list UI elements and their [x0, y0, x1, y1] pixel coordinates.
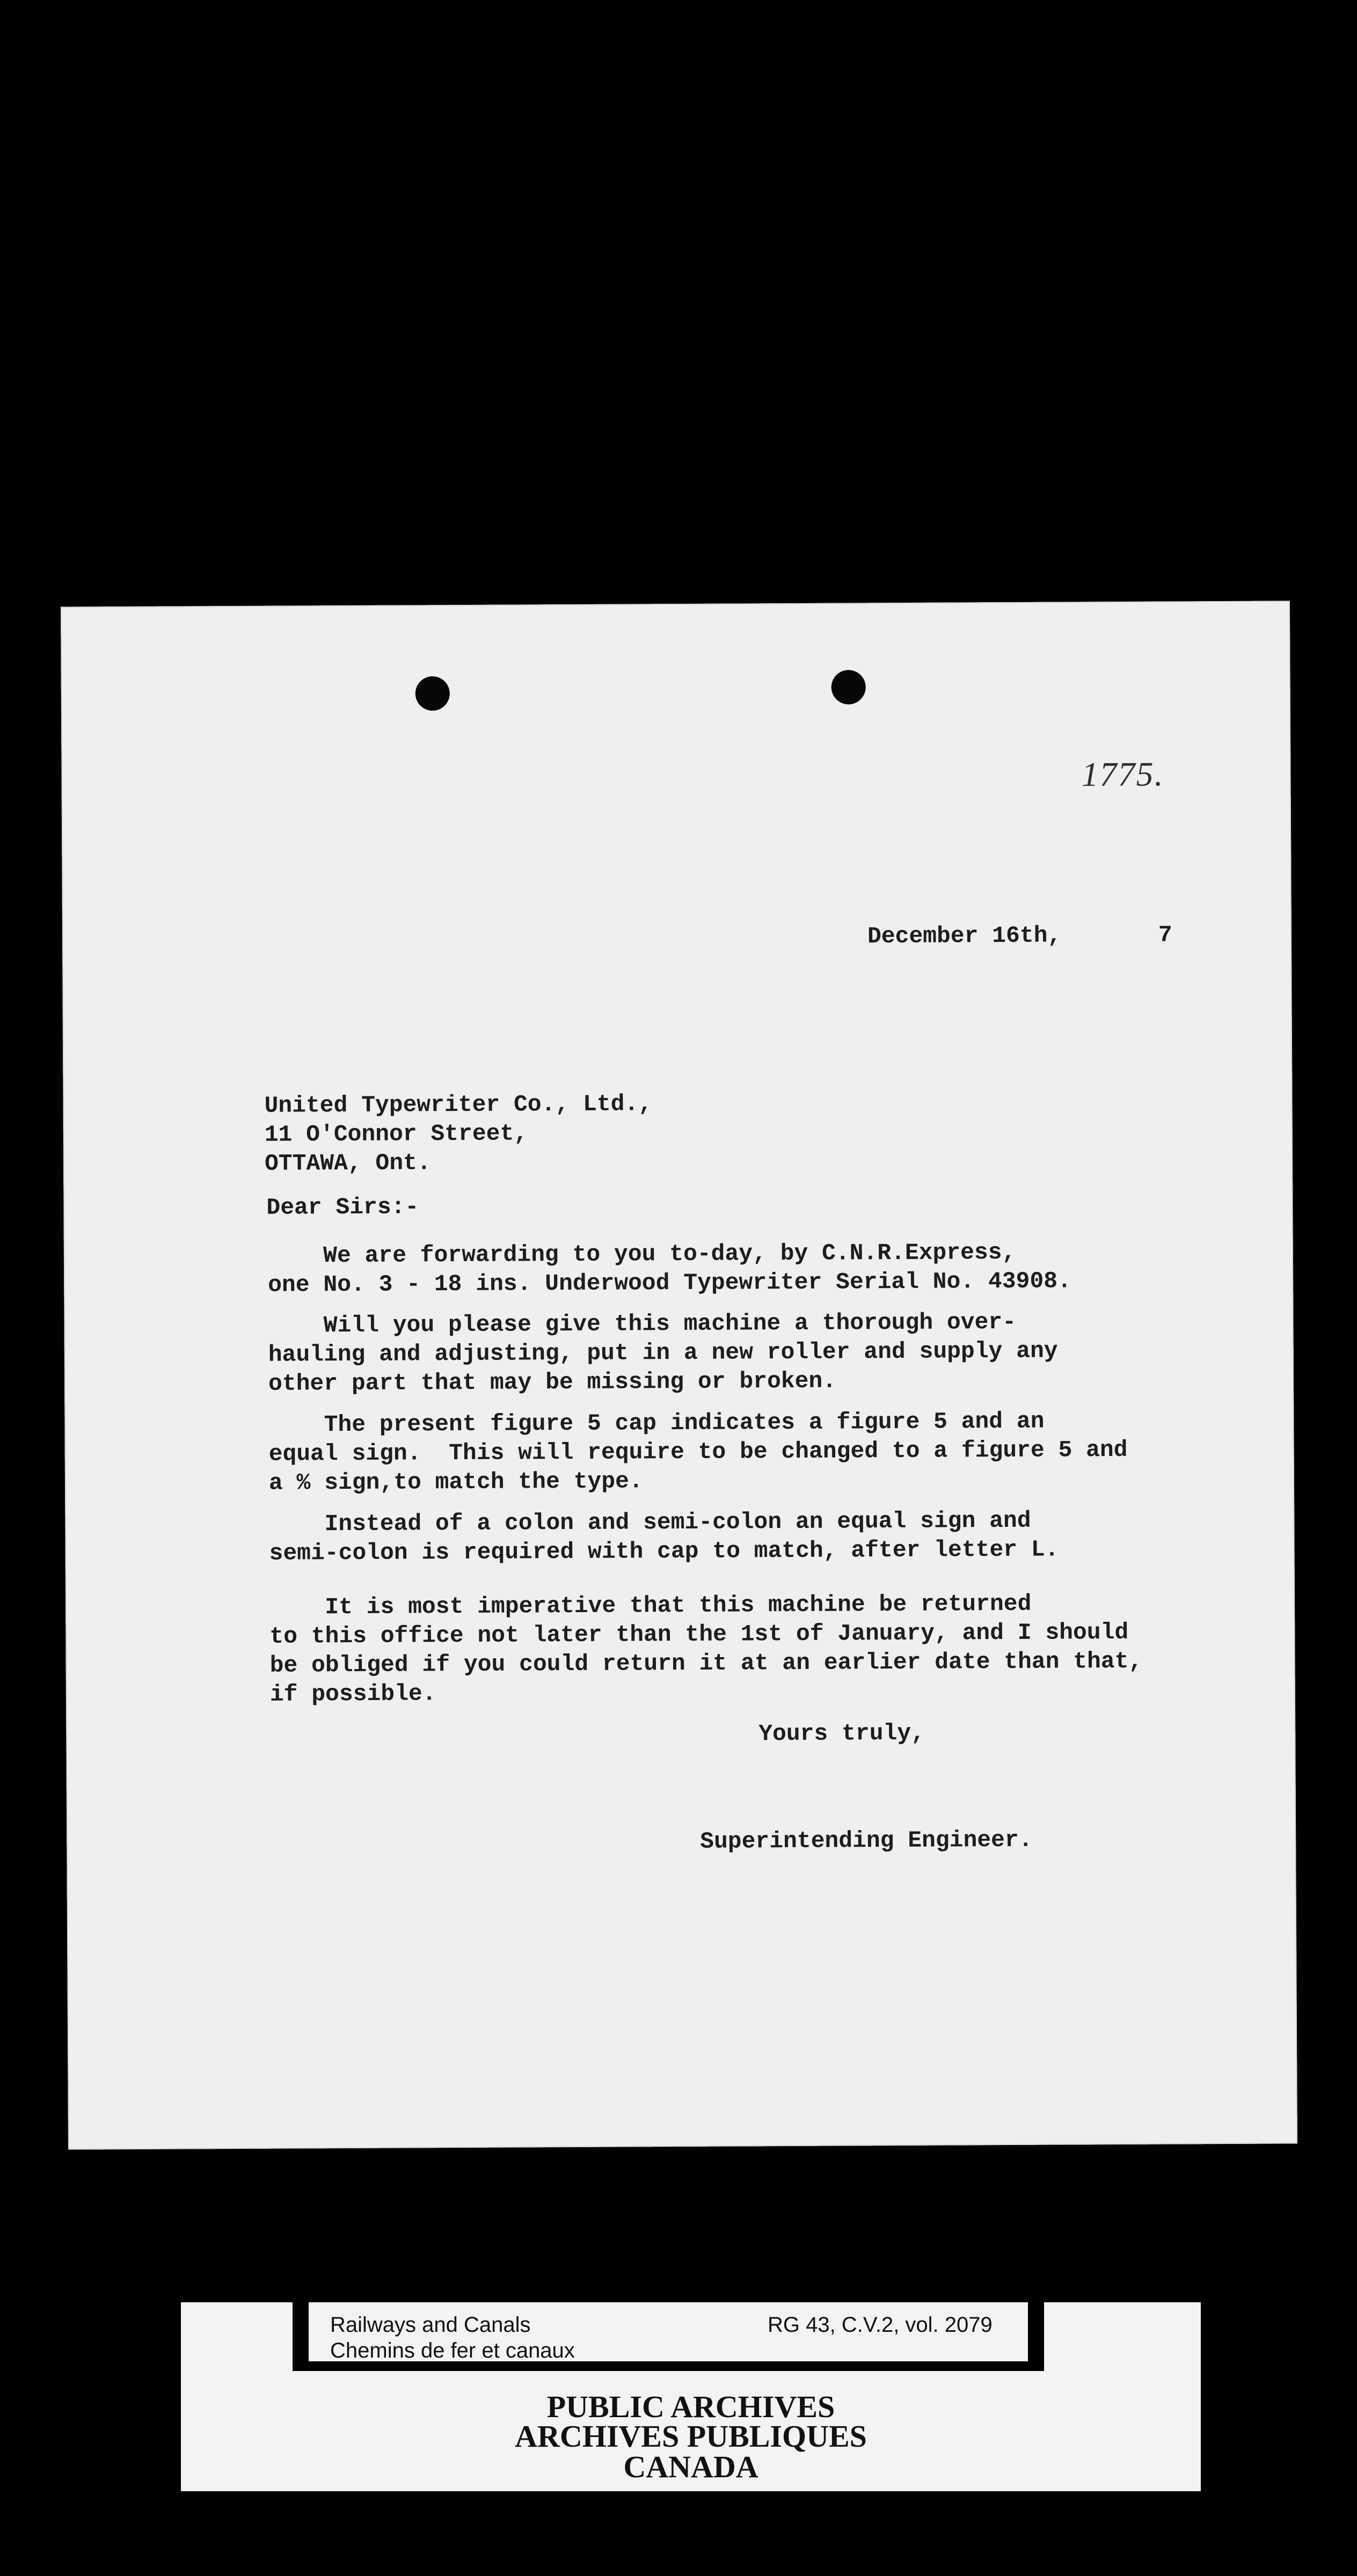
paragraph-line: to this office not later than the 1st of January, and I should — [269, 1619, 1129, 1650]
complimentary-close: Yours truly, — [758, 1719, 925, 1747]
paragraph-figure-five — [268, 1406, 1235, 1498]
recipient-address — [264, 1089, 652, 1179]
date-text: December 16th, — [867, 922, 1062, 950]
paragraph-shipment — [268, 1237, 1235, 1300]
paragraph-line: semi-colon is required with cap to match, after letter L. — [269, 1536, 1059, 1567]
year-fragment: 7 — [1158, 921, 1172, 948]
paragraph-line: other part that may be missing or broken. — [268, 1367, 837, 1397]
paragraph-line: a % sign,to match the type. — [268, 1468, 643, 1496]
punch-hole-right — [831, 670, 866, 704]
address-line: United Typewriter Co., Ltd., — [264, 1091, 653, 1119]
series-name-english: Railways and Canals — [330, 2313, 531, 2337]
paragraph-line: Will you please give this machine a thorough over- — [268, 1308, 1017, 1339]
paragraph-line: equal sign. This will require to be changed to a figure 5 and — [268, 1436, 1128, 1467]
folio-number: 1775. — [1081, 755, 1164, 794]
paragraph-line: Instead of a colon and semi-colon an equal sign and — [269, 1507, 1031, 1538]
archive-label — [181, 2302, 1201, 2491]
archive-reference-number: RG 43, C.V.2, vol. 2079 — [768, 2313, 993, 2337]
paragraph-line: one No. 3 - 18 ins. Underwood Typewriter Serial No. 43908. — [268, 1268, 1071, 1298]
paragraph-line: hauling and adjusting, put in a new roller and supply any — [268, 1337, 1058, 1368]
paragraph-line: if possible. — [269, 1680, 436, 1708]
country-name: CANADA — [623, 2449, 758, 2484]
paragraph-line: We are forwarding to you to-day, by C.N.R.Express, — [267, 1239, 1016, 1269]
signature-title: Superintending Engineer. — [700, 1826, 1033, 1855]
paragraph-line: It is most imperative that this machine be returned — [269, 1590, 1032, 1621]
paragraph-return-date — [269, 1589, 1236, 1709]
series-name-french: Chemins de fer et canaux — [330, 2339, 575, 2362]
paragraph-overhaul — [268, 1307, 1235, 1399]
institution-name-french: ARCHIVES PUBLIQUES — [515, 2419, 867, 2454]
paragraph-colon — [269, 1505, 1236, 1568]
salutation: Dear Sirs:- — [266, 1194, 419, 1221]
punch-hole-left — [415, 676, 450, 711]
institution-name-english: PUBLIC ARCHIVES — [546, 2389, 835, 2424]
letter-sheet — [61, 601, 1297, 2149]
address-line: OTTAWA, Ont. — [264, 1150, 431, 1177]
archive-reference-box — [293, 2302, 1044, 2371]
address-line: 11 O'Connor Street, — [264, 1120, 528, 1148]
letter-date — [867, 921, 1172, 952]
paragraph-line: be obliged if you could return it at an earlier date than that, — [269, 1648, 1143, 1679]
paragraph-line: The present figure 5 cap indicates a figure 5 and an — [268, 1408, 1045, 1438]
